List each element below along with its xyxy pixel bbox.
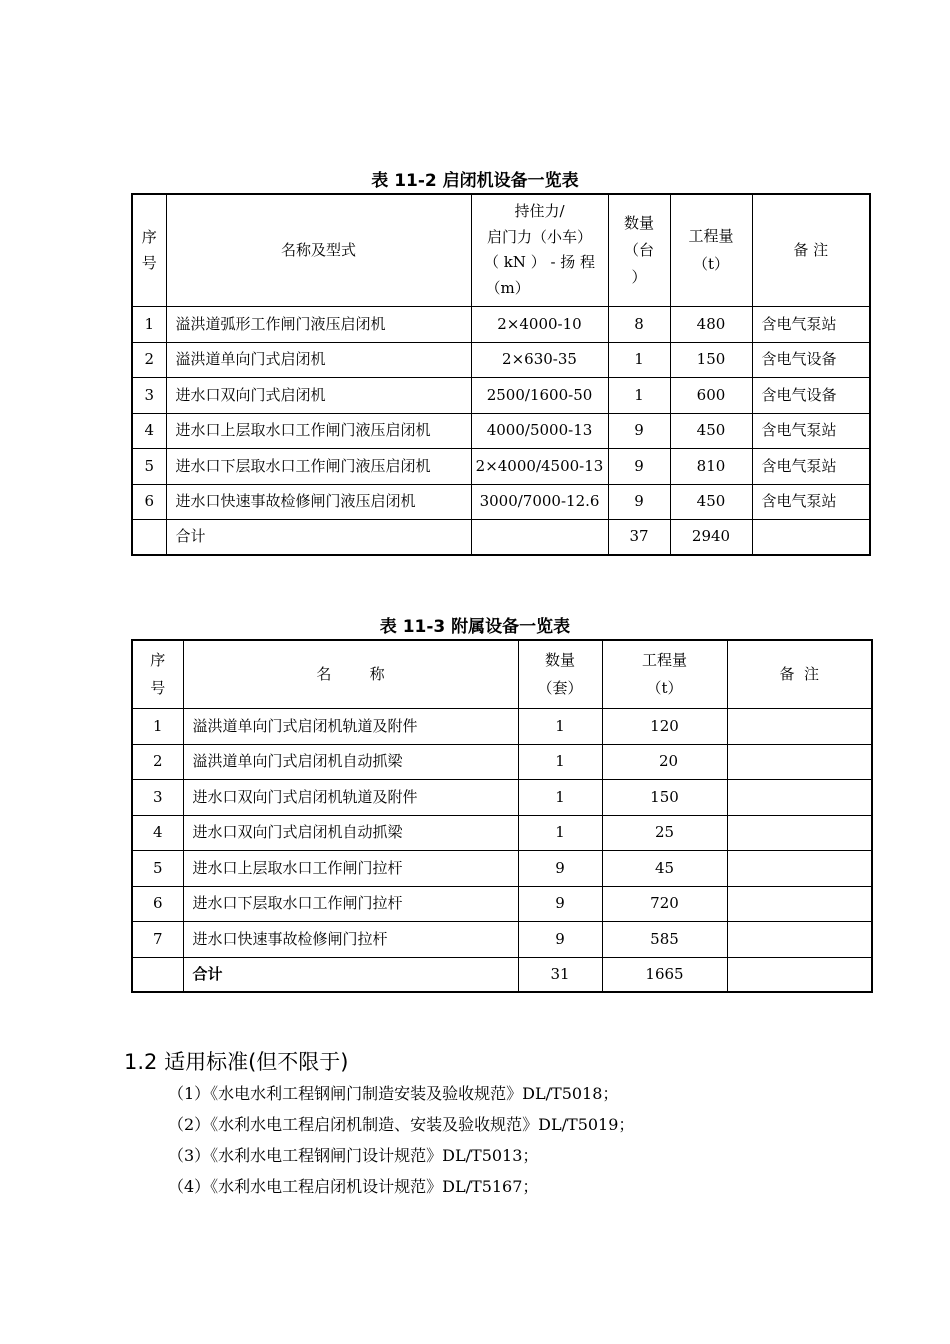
table2-total-label: 合计 bbox=[183, 957, 518, 992]
table-row: 1 溢洪道单向门式启闭机轨道及附件 1 120 bbox=[132, 708, 872, 744]
standard-item-4: （4）《水利水电工程启闭机设计规范》DL/T5167； bbox=[168, 1177, 539, 1196]
table2 bbox=[131, 639, 873, 993]
table1-total-label: 合计 bbox=[166, 519, 471, 555]
table1-header-note: 备 注 bbox=[752, 194, 870, 306]
table-row: 6 进水口快速事故检修闸门液压启闭机 3000/7000-12.6 9 450 含电气泵站 bbox=[132, 484, 870, 519]
table1-header-row bbox=[132, 194, 870, 306]
table-row: 2 溢洪道单向门式启闭机 2×630-35 1 150 含电气设备 bbox=[132, 342, 870, 377]
table1-header-weight: 工程量 （t） bbox=[670, 194, 752, 306]
table2-total-qty: 31 bbox=[518, 957, 602, 992]
table2-header-row bbox=[132, 640, 872, 708]
table-row: 1 溢洪道弧形工作闸门液压启闭机 2×4000-10 8 480 含电气泵站 bbox=[132, 306, 870, 342]
section-title: 1.2 适用标准(但不限于) bbox=[124, 1050, 349, 1074]
table1-total-weight: 2940 bbox=[670, 519, 752, 555]
table1-header-force: 持住力/ 启门力（小车） （ kN ） - 扬 程 （m） bbox=[471, 194, 608, 306]
standard-item-3: （3）《水利水电工程钢闸门设计规范》DL/T5013； bbox=[168, 1146, 539, 1165]
table1 bbox=[131, 193, 871, 556]
table1-total-row bbox=[132, 519, 870, 555]
table1-header-qty: 数量 （台 ） bbox=[608, 194, 670, 306]
table2-header-name: 名 称 bbox=[183, 640, 518, 708]
table-row: 2 溢洪道单向门式启闭机自动抓梁 1 20 bbox=[132, 744, 872, 779]
table1-total-qty: 37 bbox=[608, 519, 670, 555]
table2-total-row bbox=[132, 957, 872, 992]
table2-header-weight: 工程量 （t） bbox=[602, 640, 727, 708]
table-row: 7 进水口快速事故检修闸门拉杆 9 585 bbox=[132, 921, 872, 957]
standard-item-2: （2）《水利水电工程启闭机制造、安装及验收规范》DL/T5019； bbox=[168, 1115, 635, 1134]
table2-header-note: 备 注 bbox=[727, 640, 872, 708]
table-row: 4 进水口上层取水口工作闸门液压启闭机 4000/5000-13 9 450 含电气泵站 bbox=[132, 413, 870, 448]
table1-header-name: 名称及型式 bbox=[166, 194, 471, 306]
table-row: 3 进水口双向门式启闭机 2500/1600-50 1 600 含电气设备 bbox=[132, 377, 870, 413]
table-row: 5 进水口上层取水口工作闸门拉杆 9 45 bbox=[132, 850, 872, 886]
table2-caption: 表 11-3 附属设备一览表 bbox=[379, 617, 571, 637]
table2-total-weight: 1665 bbox=[602, 957, 727, 992]
table1-caption: 表 11-2 启闭机设备一览表 bbox=[371, 171, 579, 191]
table-row: 4 进水口双向门式启闭机自动抓梁 1 25 bbox=[132, 815, 872, 850]
table-row: 6 进水口下层取水口工作闸门拉杆 9 720 bbox=[132, 886, 872, 921]
table2-header-qty: 数量 （套） bbox=[518, 640, 602, 708]
table-row: 3 进水口双向门式启闭机轨道及附件 1 150 bbox=[132, 779, 872, 815]
table-row: 5 进水口下层取水口工作闸门液压启闭机 2×4000/4500-13 9 810 含电气泵站 bbox=[132, 448, 870, 484]
table1-header-seq: 序 号 bbox=[132, 194, 166, 306]
table2-header-seq: 序 号 bbox=[132, 640, 183, 708]
standard-item-1: （1）《水电水利工程钢闸门制造安装及验收规范》DL/T5018； bbox=[168, 1084, 619, 1103]
